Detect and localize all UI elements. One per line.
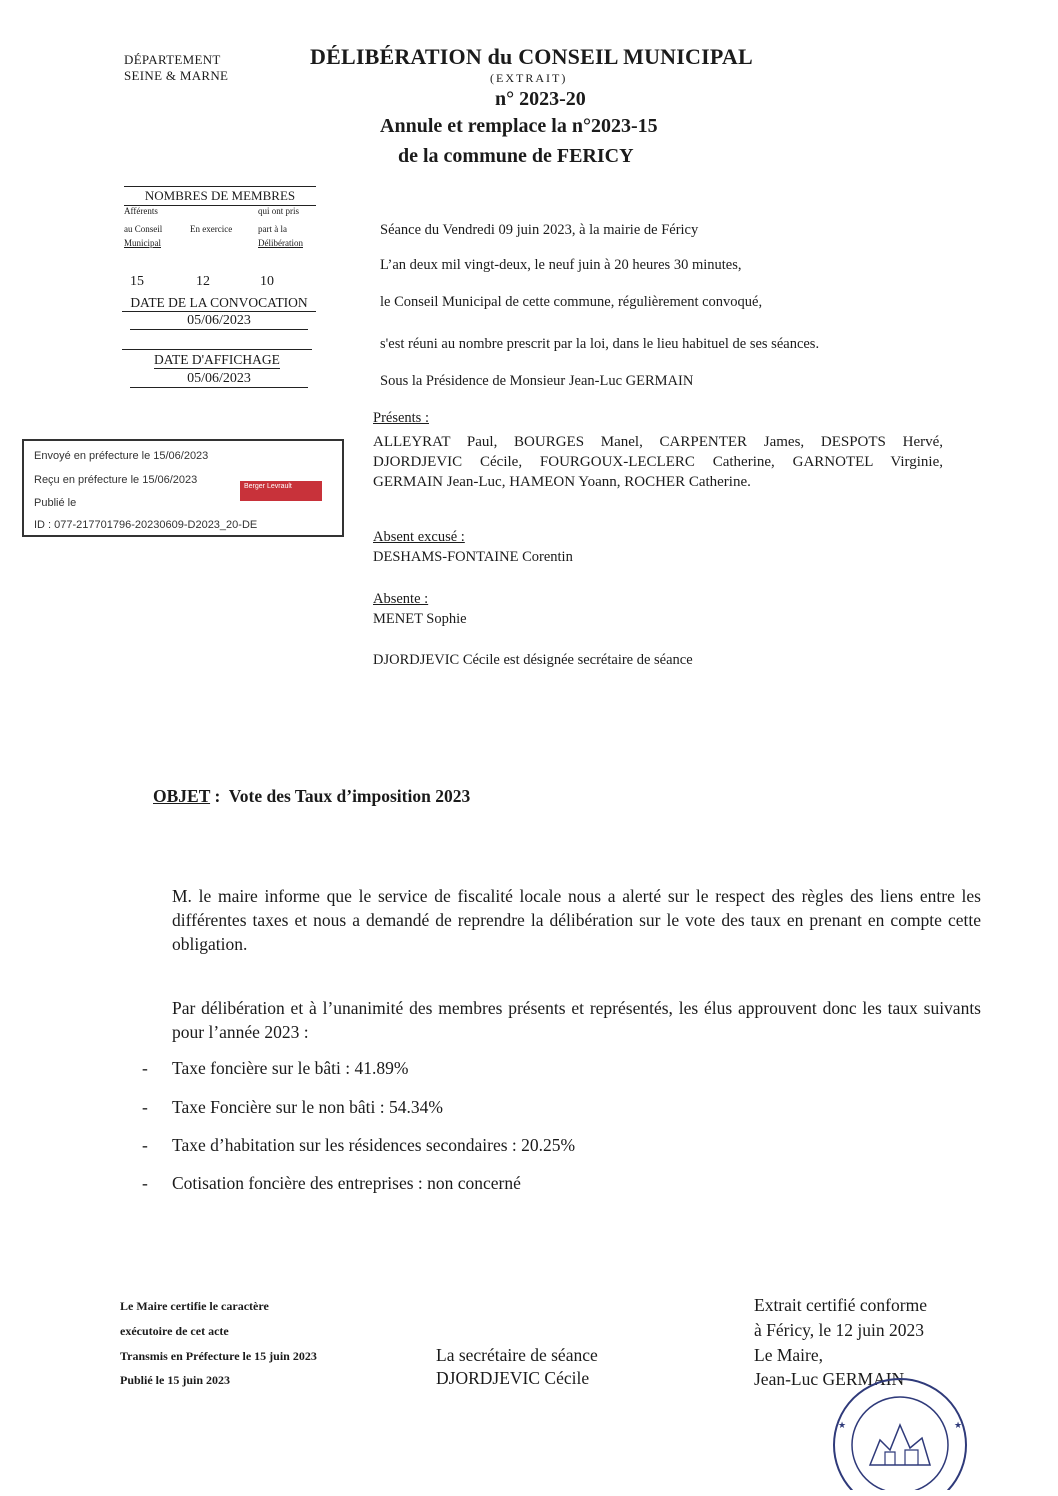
page-title: DÉLIBÉRATION du CONSEIL MUNICIPAL (310, 44, 753, 69)
absent-names: MENET Sophie (373, 611, 467, 627)
footer-left-line-3: Transmis en Préfecture le 15 juin 2023 (120, 1349, 317, 1363)
list-item: - Taxe d’habitation sur les résidences secondaires : 20.25% (142, 1135, 576, 1155)
session-line-2: L’an deux mil vingt-deux, le neuf juin à 20 heures 30 minutes, (380, 257, 742, 273)
session-line-1: Séance du Vendredi 09 juin 2023, à la mairie de Féricy (380, 222, 699, 238)
affichage-date: 05/06/2023 (130, 371, 308, 388)
stamp-sent: Envoyé en préfecture le 15/06/2023 (34, 450, 209, 462)
objet-text: Vote des Taux d’imposition 2023 (228, 786, 471, 806)
members-header: NOMBRES DE MEMBRES (124, 186, 316, 206)
session-line-3: le Conseil Municipal de cette commune, régulièrement convoqué, (380, 294, 763, 310)
list-item: - Taxe Foncière sur le non bâti : 54.34% (142, 1097, 443, 1117)
count-part: 10 (260, 274, 274, 289)
convocation-label: DATE DE LA CONVOCATION (122, 295, 316, 312)
place-date-line: à Féricy, le 12 juin 2023 (754, 1320, 924, 1340)
members-block (120, 186, 316, 289)
mayor-title: Le Maire, (754, 1345, 823, 1365)
prefecture-stamp (22, 439, 344, 537)
col-part-2: part à la (258, 224, 287, 234)
svg-text:★: ★ (838, 1420, 847, 1430)
col-afferents-2: au Conseil (124, 224, 163, 234)
col-afferents-1: Afférents (124, 206, 158, 216)
svg-text:★: ★ (954, 1420, 963, 1430)
excused-names: DESHAMS-FONTAINE Corentin (373, 549, 573, 565)
stamp-published: Publié le (34, 497, 77, 509)
mayor-name: Jean-Luc GERMAIN (754, 1369, 905, 1389)
footer-left-line-4: Publié le 15 juin 2023 (120, 1373, 231, 1387)
list-item: - Cotisation foncière des entreprises : non concerné (142, 1173, 521, 1193)
stamp-id: ID : 077-217701796-20230609-D2023_20-DE (34, 519, 258, 531)
stamp-received: Reçu en préfecture le 15/06/2023 (34, 474, 198, 486)
municipal-seal-icon (830, 1370, 980, 1490)
objet-label: OBJET (153, 786, 211, 806)
secretary-line: DJORDJEVIC Cécile est désignée secrétaire de séance (373, 652, 693, 668)
secretary-name: DJORDJEVIC Cécile (436, 1368, 590, 1388)
col-part-3: Délibération (258, 238, 303, 248)
present-names: ALLEYRAT Paul, BOURGES Manel, CARPENTER James, DESPOTS Hervé, DJORDJEVIC Cécile, FOURGOUX-LECLERC Catherine, GARNOTEL Virginie, GERMAIN Jean-Luc, HAMEON Yoann, ROCHER Catherine. (373, 434, 943, 490)
convocation-date: 05/06/2023 (130, 313, 308, 330)
col-afferents-3: Municipal (124, 238, 161, 248)
extrait-label: (EXTRAIT) (490, 71, 568, 85)
department-block (124, 52, 228, 84)
paragraph-2: Par délibération et à l’unanimité des membres présents et représentés, les élus approuvent donc les taux suivants pour l’année 2023 : (172, 998, 981, 1042)
berger-levrault-logo: Berger Levrault (240, 481, 322, 501)
present-label: Présents : (373, 410, 429, 426)
col-exercice: En exercice (190, 224, 233, 234)
deliberation-number: n° 2023-20 (495, 88, 586, 110)
count-exercice: 12 (196, 274, 210, 289)
absent-label: Absente : (373, 591, 429, 607)
certified-line: Extrait certifié conforme (754, 1295, 927, 1315)
objet-separator: : (210, 786, 229, 806)
affichage-label: DATE D'AFFICHAGE (154, 352, 280, 367)
list-item: - Taxe foncière sur le bâti : 41.89% (142, 1058, 409, 1078)
footer-left-line-1: Le Maire certifie le caractère (120, 1299, 269, 1313)
objet-line (153, 786, 470, 807)
footer-left-line-2: exécutoire de cet acte (120, 1324, 229, 1338)
session-line-5: Sous la Présidence de Monsieur Jean-Luc GERMAIN (380, 373, 694, 389)
session-line-4: s'est réuni au nombre prescrit par la loi, dans le lieu habituel de ses séances. (380, 336, 820, 352)
commune-line: de la commune de FERICY (398, 145, 634, 167)
divider (122, 349, 312, 350)
excused-label: Absent excusé : (373, 529, 465, 545)
department-name: SEINE & MARNE (124, 68, 229, 83)
count-afferents: 15 (130, 274, 144, 289)
secretary-title: La secrétaire de séance (436, 1345, 598, 1365)
col-part-1: qui ont pris (258, 206, 300, 216)
paragraph-1: M. le maire informe que le service de fiscalité locale nous a alerté sur le respect des règles des liens entre les différentes taxes et nous a demandé de reprendre la délibération sur le vote des taux en prenant en compte cette obligation. (172, 886, 981, 954)
department-label: DÉPARTEMENT (124, 52, 221, 67)
replaces-line: Annule et remplace la n°2023-15 (380, 115, 658, 137)
